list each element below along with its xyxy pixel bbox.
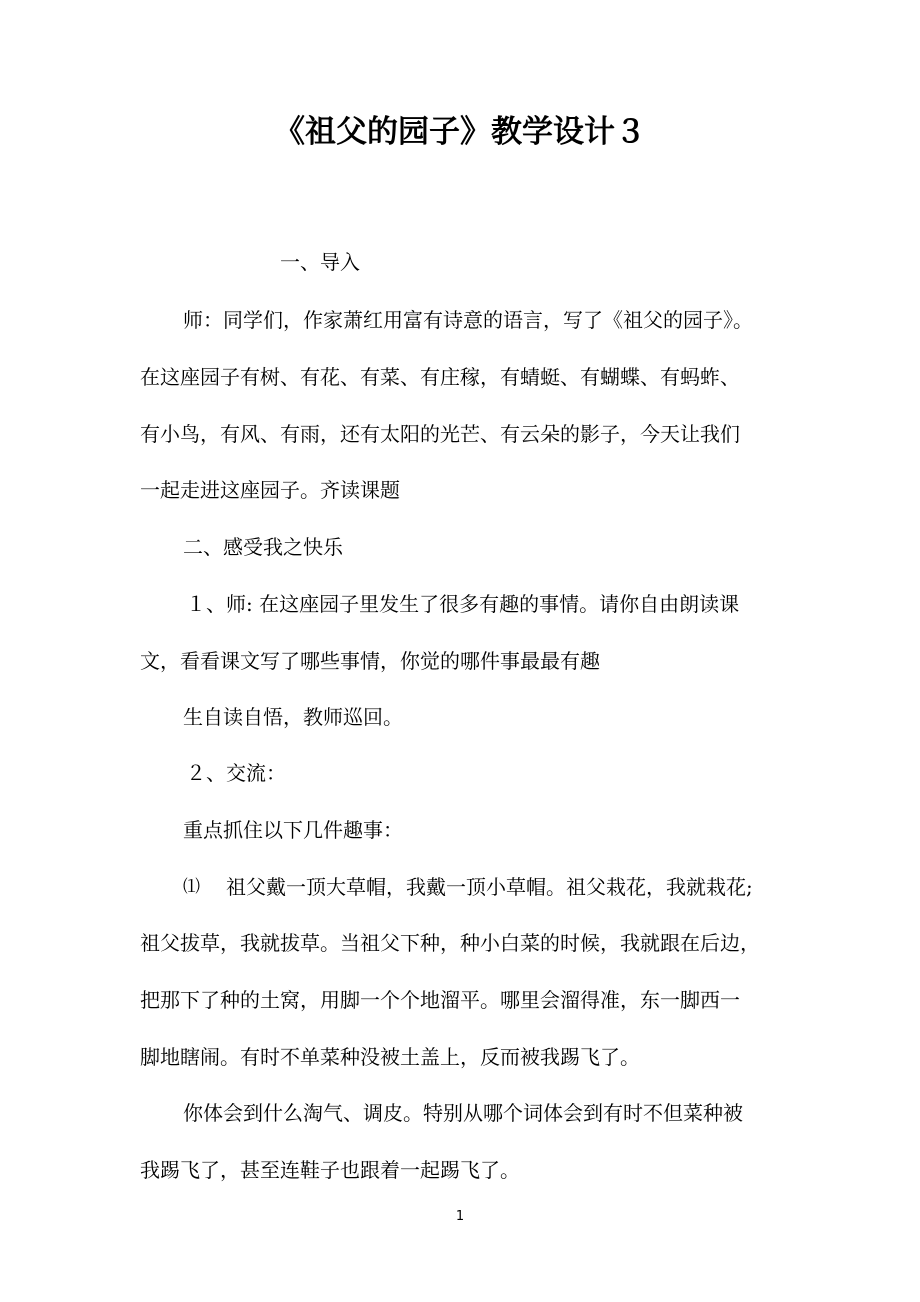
paragraph-line: 在这座园子有树、有花、有菜、有庄稼，有蜻蜓、有蝴蝶、有蚂蚱、 [140, 365, 740, 389]
paragraph-line: 我踢飞了，甚至连鞋子也跟着一起踢飞了。 [140, 1158, 520, 1182]
section-heading-joy: 二、感受我之快乐 [183, 535, 343, 559]
list-item-line: 把那下了种的土窝，用脚一个个地溜平。哪里会溜得准，东一脚西一 [140, 988, 740, 1012]
list-item-number: ⑴ [183, 877, 200, 897]
paragraph-line: 师：同学们，作家萧红用富有诗意的语言，写了《祖父的园子》。 [183, 308, 753, 332]
list-item-line: 祖父戴一顶大草帽，我戴一顶小草帽。祖父栽花，我就栽花; [226, 875, 753, 899]
paragraph-line: 有小鸟，有风、有雨，还有太阳的光芒、有云朵的影子，今天让我们 [140, 422, 740, 446]
paragraph-step2: ２、交流： [186, 761, 286, 785]
section-heading-intro: 一、导入 [280, 250, 360, 274]
list-item-line: 脚地瞎闹。有时不单菜种没被土盖上，反而被我踢飞了。 [140, 1045, 640, 1069]
page-number: 1 [455, 1209, 465, 1224]
paragraph-line: １、师: 在这座园子里发生了很多有趣的事情。请你自由朗读课 [186, 592, 740, 616]
paragraph-step1-note: 生自读自悟，教师巡回。 [183, 705, 403, 729]
document-title: 《祖父的园子》教学设计３ [274, 114, 646, 150]
paragraph-line: 文，看看课文写了哪些事情，你觉的哪件事最最有趣 [140, 649, 600, 673]
paragraph-line: 一起走进这座园子。齐读课题 [140, 478, 400, 502]
paragraph-focus: 重点抓住以下几件趣事： [183, 818, 403, 842]
paragraph-line: 你体会到什么淘气、调皮。特别从哪个词体会到有时不但菜种被 [183, 1101, 743, 1125]
list-item-line: 祖父拔草，我就拔草。当祖父下种，种小白菜的时候，我就跟在后边， [140, 931, 760, 955]
